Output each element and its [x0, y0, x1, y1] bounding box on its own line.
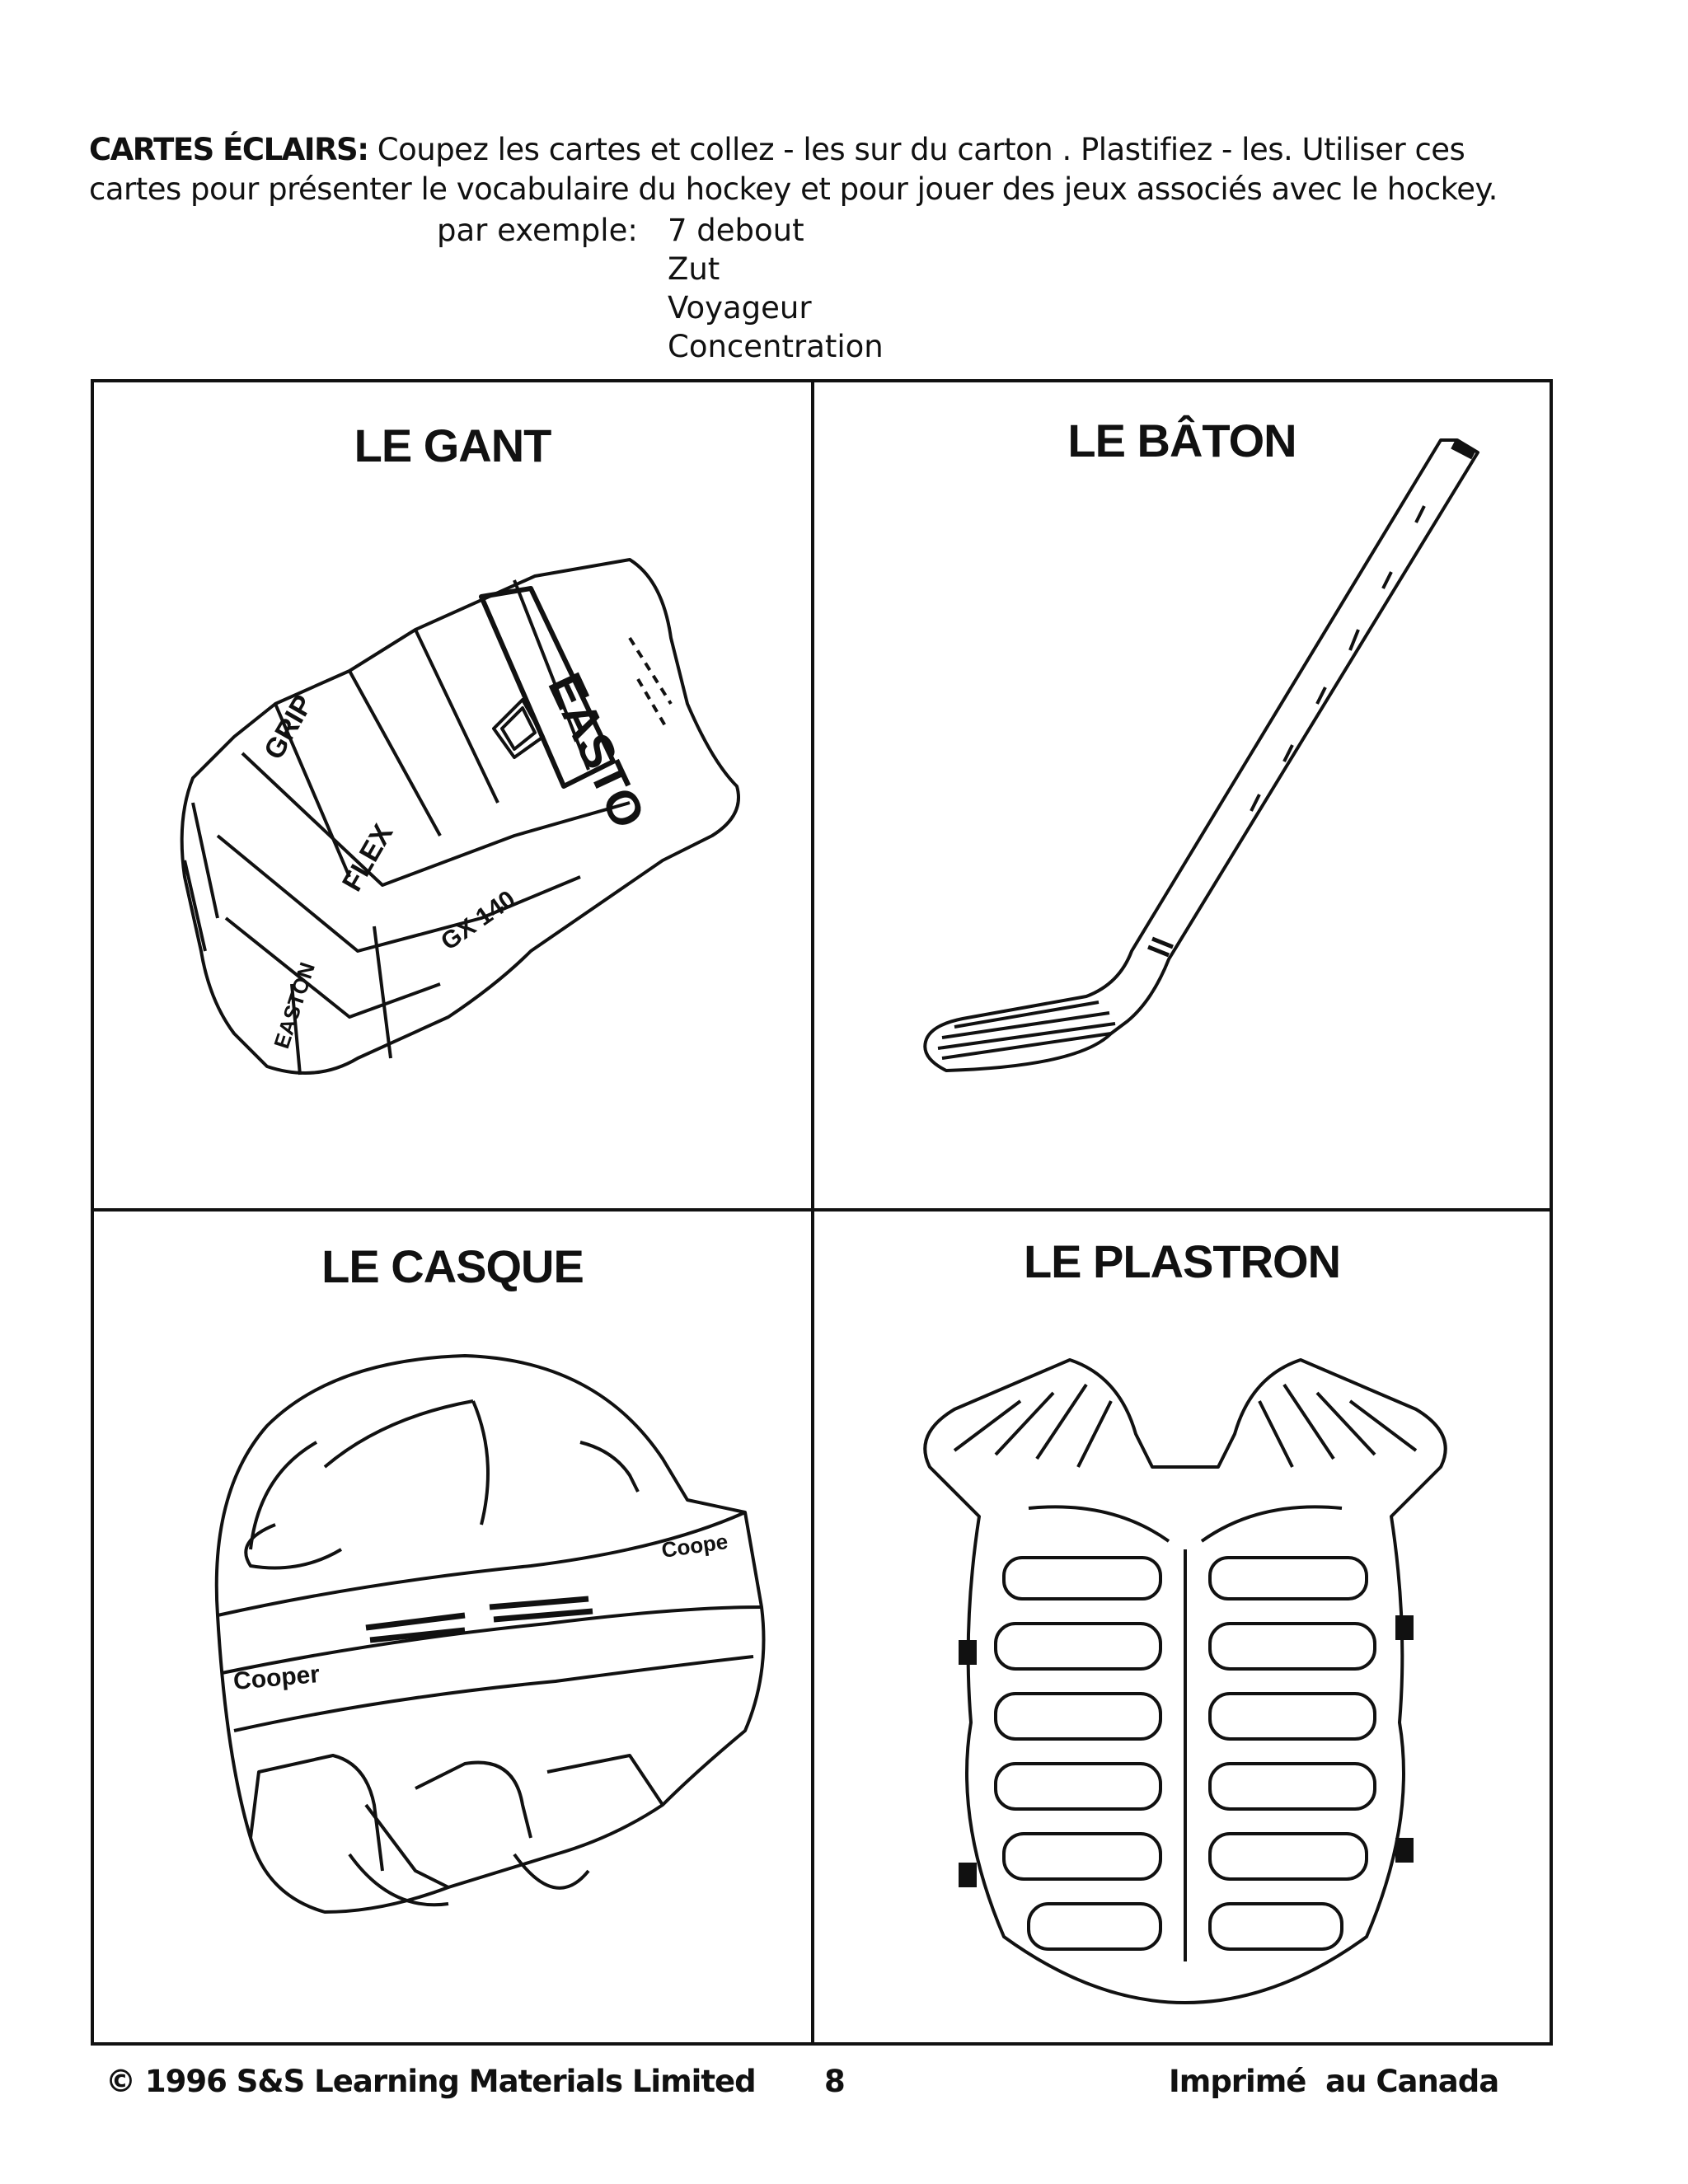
instructions	[89, 130, 1564, 209]
footer-page-number: 8	[824, 2064, 845, 2099]
svg-text:Cooper: Cooper	[232, 1660, 321, 1695]
hockey-helmet-icon	[201, 1343, 778, 1970]
chest-protector-icon	[905, 1310, 1465, 2019]
footer-printed: Imprimé au Canada	[1169, 2064, 1499, 2099]
example-item: Zut	[668, 251, 720, 287]
card-title: LE PLASTRON	[1023, 1235, 1341, 1287]
flashcard-grid	[91, 379, 1553, 2046]
hockey-stick-icon	[847, 407, 1523, 1182]
svg-text:FLEX: FLEX	[336, 818, 400, 897]
examples-label: par exemple:	[437, 213, 638, 248]
card-stick	[814, 382, 1550, 1208]
card-chest-protector	[814, 1212, 1550, 2042]
svg-text:EASTO: EASTO	[537, 665, 656, 837]
svg-text:GRIP: GRIP	[258, 690, 320, 765]
card-glove	[94, 382, 811, 1208]
example-item: Concentration	[668, 329, 884, 364]
svg-text:Coope: Coope	[659, 1528, 729, 1563]
svg-text:EASTON: EASTON	[269, 958, 321, 1052]
svg-text:GX 140: GX 140	[436, 885, 521, 956]
example-item: Voyageur	[668, 290, 812, 326]
card-helmet	[94, 1212, 811, 2042]
instructions-lead: CARTES ÉCLAIRS:	[89, 132, 368, 167]
card-title: LE BÂTON	[1067, 415, 1296, 466]
hockey-glove-icon	[168, 490, 745, 1091]
footer-copyright: © 1996 S&S Learning Materials Limited	[106, 2064, 756, 2099]
instructions-text: Coupez les cartes et collez - les sur du carton . Plastifiez - les. Utiliser ces cartes pour présenter le vocabulaire du hockey et pour jouer des jeux associés avec le hockey.	[89, 132, 1498, 207]
examples-list	[668, 211, 884, 366]
example-item: 7 debout	[668, 213, 804, 248]
card-title: LE GANT	[354, 419, 551, 471]
card-title: LE CASQUE	[321, 1240, 584, 1292]
